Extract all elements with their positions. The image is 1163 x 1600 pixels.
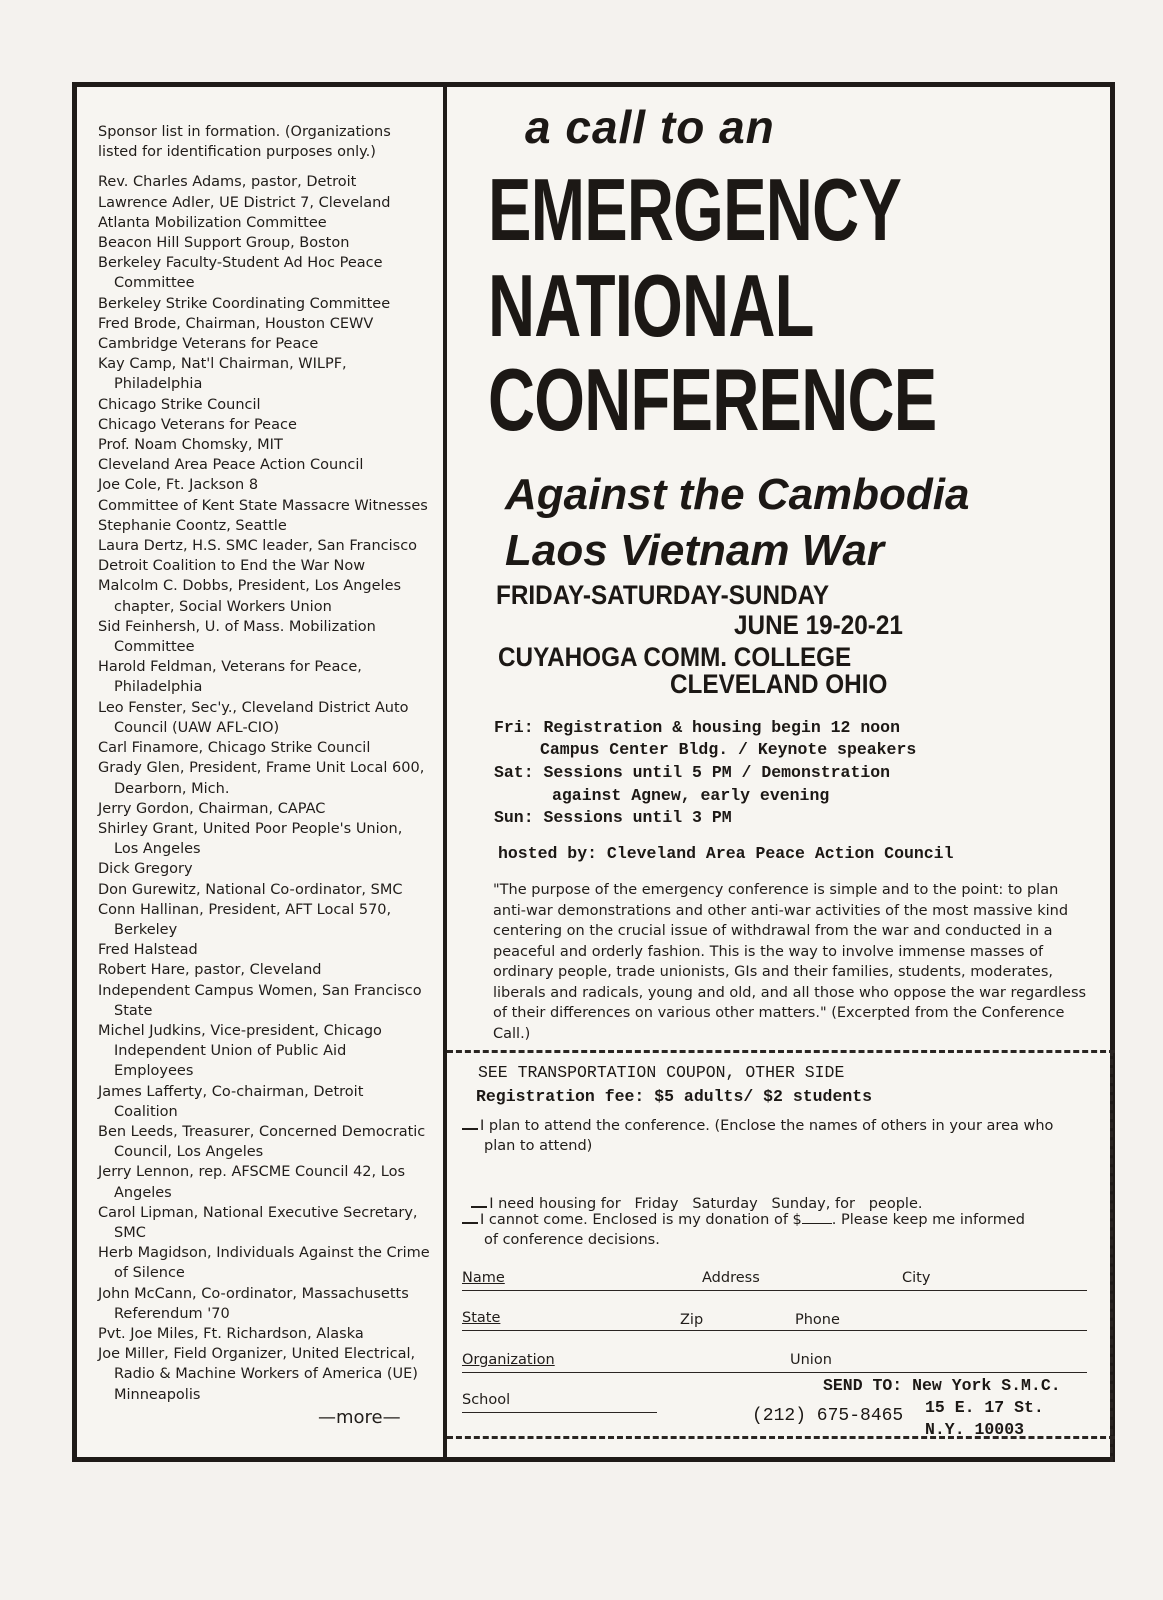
transport-note: SEE TRANSPORTATION COUPON, OTHER SIDE <box>478 1063 845 1082</box>
sponsor-item: Stephanie Coontz, Seattle <box>98 517 287 534</box>
attend-checkbox[interactable] <box>462 1128 478 1130</box>
field-label-phone: Phone <box>795 1312 840 1328</box>
against-line-1: Against the Cambodia <box>505 470 970 519</box>
sponsor-item: Pvt. Joe Miles, Ft. Richardson, Alaska <box>98 1325 364 1342</box>
housing-checkbox[interactable] <box>471 1206 487 1208</box>
sponsor-item: James Lafferty, Co-chairman, Detroit Coalition <box>98 1083 364 1120</box>
sponsor-item: Ben Leeds, Treasurer, Concerned Democratic Council, Los Angeles <box>98 1123 426 1161</box>
sponsor-list <box>98 122 430 1405</box>
option-attend[interactable] <box>462 1118 1053 1134</box>
field-label-state: State <box>462 1310 501 1326</box>
schedule-sat-2: against Agnew, early evening <box>552 786 830 805</box>
field-label-zip: Zip <box>680 1312 704 1328</box>
host-line: hosted by: Cleveland Area Peace Action Council <box>498 844 954 863</box>
school-line[interactable] <box>462 1412 657 1413</box>
state-zip-phone-line[interactable] <box>462 1330 1087 1331</box>
sponsor-item: Jerry Lennon, rep. AFSCME Council 42, Los Angeles <box>98 1164 405 1201</box>
sponsor-item: Fred Halstead <box>98 942 198 959</box>
sponsor-item: Herb Magidson, Individuals Against the Crime of Silence <box>98 1245 430 1282</box>
sponsor-item: Independent Campus Women, San Francisco State <box>98 982 422 1019</box>
purpose-paragraph: "The purpose of the emergency conference is simple and to the point: to plan anti-war demonstrations and other anti-war activities of the most massive kind centering on the crucial issue of withdrawal from the war and conducted in a peaceful and orderly fashion. This is the way to involve immense masses of ordinary people, trade unionists, GIs and their families, students, moderates, liberals and radicals, young and old, and all those who oppose the war regardless of their differences on various other matters." (Excerpted from the Conference Call.) <box>493 882 1087 1042</box>
column-divider <box>443 82 447 1462</box>
venue-city: CLEVELAND OHIO <box>670 669 888 699</box>
headline-national: NATIONAL <box>488 256 814 355</box>
name-address-city-line[interactable] <box>462 1290 1087 1291</box>
headline-conference: CONFERENCE <box>488 350 937 449</box>
sponsor-item: Chicago Strike Council <box>98 396 261 413</box>
call-heading: a call to an <box>525 101 775 153</box>
option-attend-cont: plan to attend) <box>484 1138 593 1154</box>
donation-checkbox[interactable] <box>462 1222 478 1224</box>
more-label: —more— <box>318 1407 401 1428</box>
sponsor-item: Harold Feldman, Veterans for Peace, Philadelphia <box>98 659 362 696</box>
sponsor-item: Laura Dertz, H.S. SMC leader, San Francisco <box>98 538 418 555</box>
sponsor-item: Cleveland Area Peace Action Council <box>98 457 364 474</box>
sponsor-item: Sid Feinhersh, U. of Mass. Mobilization Committee <box>98 618 376 656</box>
schedule-fri-2: Campus Center Bldg. / Keynote speakers <box>540 740 917 759</box>
venue-college: CUYAHOGA COMM. COLLEGE <box>498 642 852 672</box>
days-line: FRIDAY-SATURDAY-SUNDAY <box>496 580 830 610</box>
sponsor-item: Robert Hare, pastor, Cleveland <box>98 962 322 979</box>
field-label-city: City <box>902 1270 931 1286</box>
sponsor-item: Committee of Kent State Massacre Witnesses <box>98 497 428 514</box>
dates-line: JUNE 19-20-21 <box>734 610 903 640</box>
sponsor-item: Carol Lipman, National Executive Secretary, SMC <box>98 1204 418 1241</box>
sponsor-item: Cambridge Veterans for Peace <box>98 336 319 353</box>
sponsor-item: Shirley Grant, United Poor People's Union, Los Angeles <box>98 820 403 858</box>
schedule-sun: Sun: Sessions until 3 PM <box>494 808 732 827</box>
registration-fee: Registration fee: $5 adults/ $2 students <box>476 1087 873 1106</box>
sponsor-intro: Sponsor list in formation. (Organizations listed for identification purposes only.) <box>98 124 391 161</box>
field-label-school: School <box>462 1392 511 1408</box>
schedule-fri-1: Fri: Registration & housing begin 12 noon <box>494 718 900 737</box>
sponsor-item: Dick Gregory <box>98 861 193 878</box>
sponsor-item: Kay Camp, Nat'l Chairman, WILPF, Philadelphia <box>98 356 347 393</box>
sponsor-item: Don Gurewitz, National Co-ordinator, SMC <box>98 881 403 898</box>
option-donation[interactable] <box>462 1212 1025 1228</box>
field-label-address: Address <box>702 1270 760 1286</box>
phone-number: (212) 675-8465 <box>752 1406 904 1426</box>
sponsor-item: Rev. Charles Adams, pastor, Detroit <box>98 174 357 191</box>
sponsor-item: Fred Brode, Chairman, Houston CEWV <box>98 315 374 332</box>
sponsor-item: Beacon Hill Support Group, Boston <box>98 235 350 252</box>
sponsor-item: Jerry Gordon, Chairman, CAPAC <box>98 800 326 817</box>
schedule-sat-1: Sat: Sessions until 5 PM / Demonstration <box>494 763 891 782</box>
option-housing-text: I need housing for Friday Saturday Sunday, for people. <box>489 1196 923 1212</box>
sponsor-item: Lawrence Adler, UE District 7, Cleveland <box>98 194 391 211</box>
sponsor-item: Carl Finamore, Chicago Strike Council <box>98 740 371 757</box>
sponsor-item: Malcolm C. Dobbs, President, Los Angeles chapter, Social Workers Union <box>98 578 402 615</box>
sponsor-item: Prof. Noam Chomsky, MIT <box>98 437 283 454</box>
sponsor-item: Detroit Coalition to End the War Now <box>98 558 366 575</box>
coupon-right-border <box>1110 1050 1113 1462</box>
donation-amount-field[interactable] <box>802 1223 832 1224</box>
organization-union-line[interactable] <box>462 1372 1087 1373</box>
sponsor-item: Berkeley Strike Coordinating Committee <box>98 295 391 312</box>
send-city: N.Y. 10003 <box>925 1420 1025 1439</box>
option-donation-text: I cannot come. Enclosed is my donation of $ <box>480 1212 802 1228</box>
sponsor-item: John McCann, Co-ordinator, Massachusetts Referendum '70 <box>98 1285 409 1322</box>
sponsor-item: Leo Fenster, Sec'y., Cleveland District Auto Council (UAW AFL-CIO) <box>98 699 409 736</box>
send-street: 15 E. 17 St. <box>925 1398 1044 1417</box>
option-donation-cont: of conference decisions. <box>484 1232 660 1248</box>
sponsor-item: Berkeley Faculty-Student Ad Hoc Peace Committee <box>98 255 383 292</box>
option-attend-text: I plan to attend the conference. (Enclose the names of others in your area who <box>480 1118 1054 1134</box>
sponsor-item: Atlanta Mobilization Committee <box>98 214 327 231</box>
coupon-top-border <box>447 1050 1115 1053</box>
field-label-name: Name <box>462 1270 505 1286</box>
sponsor-item: Grady Glen, President, Frame Unit Local 600, Dearborn, Mich. <box>98 760 425 797</box>
field-label-organization: Organization <box>462 1352 555 1368</box>
sponsor-item: Chicago Veterans for Peace <box>98 416 297 433</box>
headline-emergency: EMERGENCY <box>488 160 902 259</box>
option-donation-text-2: . Please keep me informed <box>831 1212 1025 1228</box>
sponsor-item: Conn Hallinan, President, AFT Local 570, Berkeley <box>98 901 392 938</box>
sponsor-items <box>98 172 430 1404</box>
sponsor-item: Joe Miller, Field Organizer, United Electrical, Radio & Machine Workers of America (UE) Minneapolis <box>98 1346 418 1403</box>
field-label-union: Union <box>790 1352 832 1368</box>
sponsor-item: Michel Judkins, Vice-president, Chicago Independent Union of Public Aid Employees <box>98 1022 382 1080</box>
sponsor-item: Joe Cole, Ft. Jackson 8 <box>98 477 259 494</box>
against-line-2: Laos Vietnam War <box>505 526 885 575</box>
send-to: SEND TO: New York S.M.C. <box>823 1376 1061 1395</box>
option-housing[interactable] <box>462 1180 923 1212</box>
